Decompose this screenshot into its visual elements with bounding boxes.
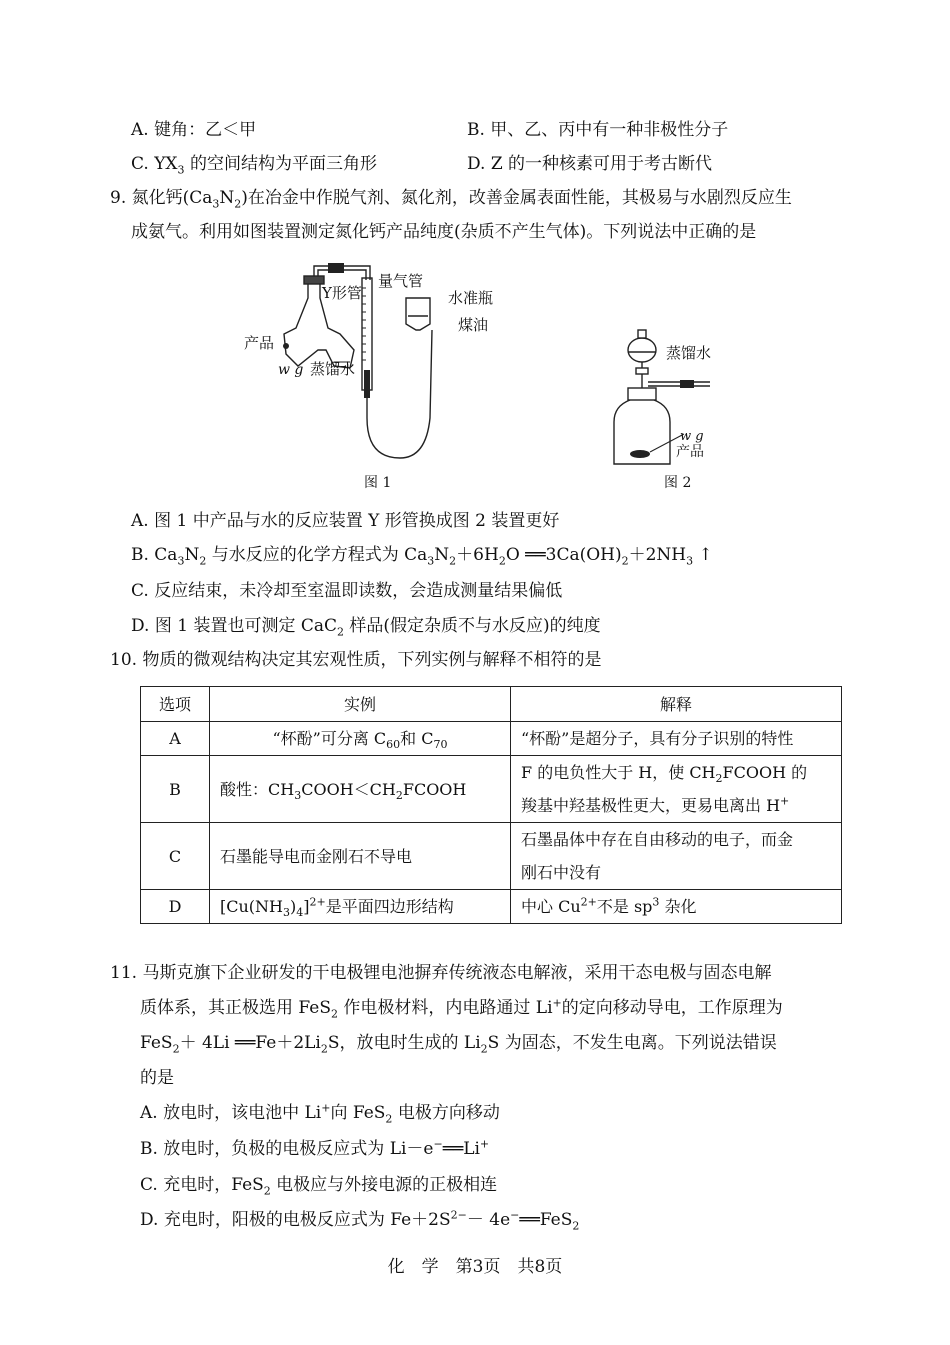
row-b-example: 酸性：$CH_3COOH<CH_2FCOOH$ [210,756,511,823]
header-example: 实例 [210,687,511,722]
label-water-bottle: 水准瓶 [448,289,494,307]
header-explanation: 解释 [511,687,842,722]
fig2-label-water: 蒸馏水 [666,344,712,362]
clamp [328,263,344,273]
table-row [141,823,842,890]
q9-option-b: B. $Ca_3N_2$ 与水反应的化学方程式为 $Ca_3N_2+6H_2O$ $══3Ca(OH)_2+2NH_3$ ↑ [131,545,713,568]
q9-option-a: A. 图 1 中产品与水的反应装置 Y 形管换成图 2 装置更好 [131,511,560,531]
q9-stem-line1: 9. 氮化钙$(Ca_3N_2)$在冶金中作脱气剂、氮化剂，改善金属表面性能，其极易与水剧烈反应生 [110,188,792,211]
row-b-option: B [141,756,210,823]
row-d-option: D [141,890,210,924]
label-product: 产品 [244,334,275,352]
q10-stem: 10. 物质的微观结构决定其宏观性质，下列实例与解释不相符的是 [110,650,602,670]
q9-option-d: D. 图 1 装置也可测定 CaC$_2$ 样品(假定杂质不与水反应)的纯度 [131,616,601,639]
row-b-explanation: F 的电负性大于 H，使 $CH_2FCOOH$ 的 羧基中羟基极性更大，更易电离出 H+ [511,756,842,823]
q11-option-d: D. 充电时，阳极的电极反应式为 $Fe+2S^{2-}-$ 4e−══FeS$_2$ [140,1208,580,1233]
row-c-option: C [141,823,210,890]
fig2-label-product: 产品 [676,444,704,460]
row-a-option: A [141,722,210,756]
q8-option-c: C. $YX_3$ 的空间结构为平面三角形 [131,154,377,177]
fig2-label-mass: w g [680,429,704,444]
q11-stem-line2: 质体系，其正极选用 FeS$_2$ 作电极材料，内电路通过 Li+的定向移动导电，工作原理为 [140,996,783,1021]
label-kerosene: 煤油 [458,316,489,334]
q11-stem-line1: 11. 马斯克旗下企业研发的干电极锂电池摒弃传统液态电解液，采用干态电极与固态电解 [110,963,772,983]
row-a-explanation: “杯酚”是超分子，具有分子识别的特性 [511,722,842,756]
q11-option-c: C. 充电时，FeS$_2$ 电极应与外接电源的正极相连 [140,1175,498,1198]
row-a-example: “杯酚”可分离 $C_{60}$和 $C_{70}$ [210,722,511,756]
row-c-explanation: 石墨晶体中存在自由移动的电子，而金 刚石中没有 [511,823,842,890]
row-c-example: 石墨能导电而金刚石不导电 [210,823,511,890]
page-footer: 化 学 第3页 共8页 [387,1257,563,1277]
q8-option-a: A. 键角：乙＜甲 [131,120,257,140]
row-d-explanation: 中心 $Cu^{2+}$不是 $sp^3$ 杂化 [511,890,842,924]
q11-stem-line4: 的是 [140,1068,174,1088]
figure-1-caption: 图 1 [364,475,392,491]
q9-stem-line2: 成氨气。利用如图装置测定氮化钙产品纯度(杂质不产生气体)。下列说法中正确的是 [131,222,757,242]
q11-option-a: A. 放电时，该电池中 Li+向 FeS$_2$ 电极方向移动 [140,1101,500,1126]
header-option: 选项 [141,687,210,722]
q9-option-c: C. 反应结束，未冷却至室温即读数，会造成测量结果偏低 [131,581,563,601]
figure-1-apparatus [230,258,520,468]
q11-stem-line3: FeS$_2$＋ 4Li $══Fe+2Li_2S$，放电时生成的 $Li_2S$ 为固态，不发生电离。下列说法错误 [140,1033,777,1056]
label-mass: w g [278,362,304,378]
table-row [141,756,842,823]
q11-option-b: B. 放电时，负极的电极反应式为 Li－e−══Li+ [140,1137,490,1159]
q8-option-d: D. Z 的一种核素可用于考古断代 [467,154,713,174]
table-row [141,722,842,756]
label-y-tube: Y形管 [322,284,362,302]
label-gas-tube: 量气管 [378,272,424,290]
row-d-example: $[Cu(NH_3)_4]^{2+}$是平面四边形结构 [210,890,511,924]
figure-2-apparatus [600,326,750,471]
table-row [141,890,842,924]
q10-table [140,686,842,924]
figure-2-caption: 图 2 [664,475,692,491]
q8-option-b: B. 甲、乙、丙中有一种非极性分子 [467,120,729,140]
label-water: 蒸馏水 [310,360,356,378]
table-header-row [141,687,842,722]
